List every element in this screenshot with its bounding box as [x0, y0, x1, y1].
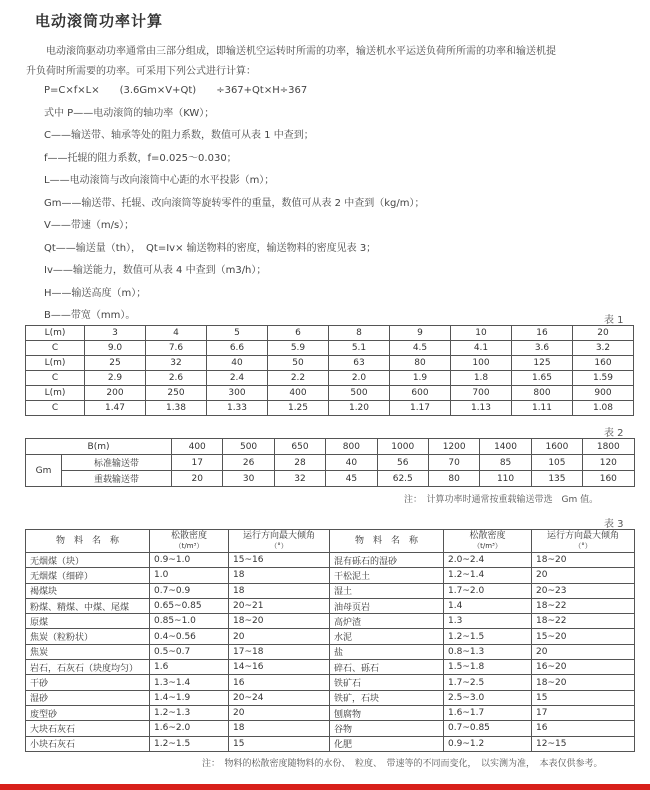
- table-cell: 100: [451, 356, 512, 371]
- material-name-cell: 刨腐物: [330, 705, 444, 720]
- table-row: [26, 386, 634, 401]
- intro-text: [26, 42, 636, 82]
- material-name-cell: 湿砂: [26, 690, 150, 705]
- table-cell: 1.20: [329, 401, 390, 416]
- table-cell: 120: [583, 455, 634, 471]
- row-label-cell: L(m): [26, 386, 85, 401]
- table-2: [25, 438, 635, 487]
- density-cell: 0.85~1.0: [150, 614, 229, 629]
- table-cell: 62.5: [377, 471, 428, 487]
- table-cell: 1.13: [451, 401, 512, 416]
- material-name-cell: 化肥: [330, 736, 444, 751]
- formula-definitions: [44, 84, 424, 332]
- table-row: [26, 401, 634, 416]
- table-cell: 5: [207, 326, 268, 341]
- density-cell: 1.6~2.0: [150, 721, 229, 736]
- material-name-cell: 铁矿石: [330, 675, 444, 690]
- table-cell: 200: [85, 386, 146, 401]
- definition-line: H——输送高度（m）；: [44, 287, 147, 299]
- table-cell: 400: [268, 386, 329, 401]
- table-cell: 2.2: [268, 371, 329, 386]
- table-cell: 重载输送带: [62, 471, 172, 487]
- material-name-cell: 盐: [330, 644, 444, 659]
- angle-cell: 16: [532, 721, 635, 736]
- table-cell: 6: [268, 326, 329, 341]
- density-cell: 1.4: [444, 598, 532, 613]
- density-cell: 0.4~0.56: [150, 629, 229, 644]
- table-cell: 160: [573, 356, 634, 371]
- table-cell: 10: [451, 326, 512, 341]
- table-cell: 28: [274, 455, 325, 471]
- table-header-cell: 1600: [531, 439, 582, 455]
- angle-cell: 18~22: [532, 614, 635, 629]
- table-cell: 85: [480, 455, 531, 471]
- table-row: [26, 583, 635, 598]
- table-cell: 4.1: [451, 341, 512, 356]
- definition-line: Qt——输送量（th）， Qt=Iv× 输送物料的密度，输送物料的密度见表 3；: [44, 242, 377, 254]
- table-cell: 1.65: [512, 371, 573, 386]
- angle-cell: 15~16: [229, 553, 330, 568]
- table2-caption: 表 2: [604, 428, 624, 439]
- angle-cell: 20: [532, 644, 635, 659]
- col-header-angle: 运行方向最大倾角 （°）: [229, 530, 330, 553]
- table-cell: 900: [573, 386, 634, 401]
- table-row: [26, 439, 635, 455]
- table-cell: 110: [480, 471, 531, 487]
- density-cell: 1.5~1.8: [444, 660, 532, 675]
- table-row: [26, 341, 634, 356]
- angle-cell: 20~24: [229, 690, 330, 705]
- angle-cell: 18~22: [532, 598, 635, 613]
- row-label-cell: C: [26, 341, 85, 356]
- table-cell: 8: [329, 326, 390, 341]
- table-cell: 2.4: [207, 371, 268, 386]
- table-header-cell: 800: [326, 439, 377, 455]
- table-cell: 1.08: [573, 401, 634, 416]
- table-cell: 50: [268, 356, 329, 371]
- density-cell: 0.9~1.0: [150, 553, 229, 568]
- definition-line: C——输送带、轴承等处的阻力系数，数值可从表 1 中查到；: [44, 130, 314, 141]
- material-name-cell: 岩石，石灰石（块度均匀）: [26, 660, 150, 675]
- density-cell: 1.2~1.5: [444, 629, 532, 644]
- table-row: [26, 553, 635, 568]
- density-cell: 1.6: [150, 660, 229, 675]
- angle-cell: 15: [229, 736, 330, 751]
- table-cell: 17: [172, 455, 223, 471]
- material-name-cell: 谷物: [330, 721, 444, 736]
- angle-cell: 20: [229, 705, 330, 720]
- material-name-cell: 无烟煤（细碎）: [26, 568, 150, 583]
- intro-paragraph-2: 升负荷时所需要的功率。可采用下列公式进行计算：: [26, 66, 256, 77]
- table-header-cell: B(m): [26, 439, 172, 455]
- density-cell: 1.2~1.5: [150, 736, 229, 751]
- col-header-density: 松散密度 （t/m³）: [150, 530, 229, 553]
- table-cell: 5.9: [268, 341, 329, 356]
- table-row: [26, 326, 634, 341]
- definition-line: Gm——输送带、托辊、改向滚筒等旋转零件的重量，数值可从表 2 中查到（kg/m）；: [44, 197, 425, 209]
- table-cell: 32: [146, 356, 207, 371]
- angle-cell: 15~20: [532, 629, 635, 644]
- definition-line: V——带速（m/s）；: [44, 220, 135, 231]
- table-cell: 80: [390, 356, 451, 371]
- density-cell: 0.65~0.85: [150, 598, 229, 613]
- material-name-cell: 小块石灰石: [26, 736, 150, 751]
- gm-group-label: Gm: [26, 455, 62, 487]
- col-header-name: 物 料 名 称: [330, 530, 444, 553]
- material-name-cell: 油母页岩: [330, 598, 444, 613]
- density-cell: 0.9~1.2: [444, 736, 532, 751]
- table-cell: 80: [428, 471, 479, 487]
- table-cell: 63: [329, 356, 390, 371]
- table-header-cell: 1400: [480, 439, 531, 455]
- row-label-cell: C: [26, 401, 85, 416]
- density-cell: 0.7~0.85: [444, 721, 532, 736]
- angle-cell: 20: [532, 568, 635, 583]
- table-cell: 1.8: [451, 371, 512, 386]
- table-cell: 4.5: [390, 341, 451, 356]
- table-header-cell: 1000: [377, 439, 428, 455]
- density-cell: 1.2~1.3: [150, 705, 229, 720]
- table-row: [26, 471, 635, 487]
- density-cell: 1.4~1.9: [150, 690, 229, 705]
- table-cell: 1.25: [268, 401, 329, 416]
- table-row: [26, 356, 634, 371]
- table-cell: 3.2: [573, 341, 634, 356]
- density-cell: 1.7~2.5: [444, 675, 532, 690]
- material-name-cell: 废型砂: [26, 705, 150, 720]
- angle-cell: 18~20: [532, 553, 635, 568]
- page-title: 电动滚筒功率计算: [35, 12, 164, 30]
- table3-caption: 表 3: [604, 519, 624, 530]
- table-row: [26, 371, 634, 386]
- definition-line: f——托辊的阻力系数，f=0.025～0.030；: [44, 152, 237, 164]
- table-cell: 20: [573, 326, 634, 341]
- table2-note: 注： 计算功率时通常按重载输送带选 Gm 值。: [404, 495, 599, 505]
- angle-cell: 20~23: [532, 583, 635, 598]
- table-cell: 7.6: [146, 341, 207, 356]
- table-header-cell: 1800: [583, 439, 634, 455]
- table-cell: 1.11: [512, 401, 573, 416]
- row-label-cell: L(m): [26, 326, 85, 341]
- angle-cell: 18: [229, 721, 330, 736]
- angle-cell: 17: [532, 705, 635, 720]
- table-cell: 125: [512, 356, 573, 371]
- angle-cell: 18~20: [229, 614, 330, 629]
- table-header-cell: 1200: [428, 439, 479, 455]
- material-name-cell: 高炉渣: [330, 614, 444, 629]
- table-cell: 160: [583, 471, 634, 487]
- angle-cell: 16~20: [532, 660, 635, 675]
- table-cell: 3.6: [512, 341, 573, 356]
- definition-line: L——电动滚筒与改向滚筒中心距的水平投影（m）；: [44, 175, 275, 186]
- table-cell: 32: [274, 471, 325, 487]
- table-row: [26, 721, 635, 736]
- table-1: [25, 325, 634, 416]
- table-header-cell: 500: [223, 439, 274, 455]
- table-row: [26, 598, 635, 613]
- table-cell: 20: [172, 471, 223, 487]
- table-cell: 250: [146, 386, 207, 401]
- table-row: [26, 705, 635, 720]
- angle-cell: 17~18: [229, 644, 330, 659]
- definition-line: B——带宽（mm）。: [44, 310, 136, 321]
- material-name-cell: 混有砾石的湿砂: [330, 553, 444, 568]
- col-header-name: 物 料 名 称: [26, 530, 150, 553]
- density-cell: 0.5~0.7: [150, 644, 229, 659]
- table-header-row: [26, 530, 635, 553]
- material-name-cell: 褐煤块: [26, 583, 150, 598]
- material-name-cell: 焦炭: [26, 644, 150, 659]
- material-name-cell: 水泥: [330, 629, 444, 644]
- table-header-cell: 650: [274, 439, 325, 455]
- table-cell: 1.59: [573, 371, 634, 386]
- table-cell: 2.6: [146, 371, 207, 386]
- formula-line: P=C×f×L× (3.6Gm×V+Qt) ÷367+Qt×H÷367: [44, 85, 308, 96]
- table-cell: 70: [428, 455, 479, 471]
- col-header-density: 松散密度 （t/m³）: [444, 530, 532, 553]
- table-cell: 45: [326, 471, 377, 487]
- table-row: [26, 690, 635, 705]
- table-cell: 5.1: [329, 341, 390, 356]
- table-cell: 40: [207, 356, 268, 371]
- density-cell: 2.5~3.0: [444, 690, 532, 705]
- material-name-cell: 湿土: [330, 583, 444, 598]
- intro-paragraph-1: 电动滚筒驱动功率通常由三部分组成，即输送机空运转时所需的功率，输送机水平运送负荷所所需的功率和输送机提: [46, 46, 556, 57]
- table-row: [26, 644, 635, 659]
- angle-cell: 12~15: [532, 736, 635, 751]
- table-3: [25, 529, 635, 752]
- table-cell: 9.0: [85, 341, 146, 356]
- table-row: [26, 675, 635, 690]
- angle-cell: 16: [229, 675, 330, 690]
- density-cell: 1.2~1.4: [444, 568, 532, 583]
- angle-cell: 18: [229, 583, 330, 598]
- angle-cell: 15: [532, 690, 635, 705]
- table-header-cell: 400: [172, 439, 223, 455]
- angle-cell: 18~20: [532, 675, 635, 690]
- row-label-cell: C: [26, 371, 85, 386]
- material-name-cell: 铁矿，石块: [330, 690, 444, 705]
- table-cell: 40: [326, 455, 377, 471]
- table-row: [26, 455, 635, 471]
- density-cell: 1.7~2.0: [444, 583, 532, 598]
- table-cell: 800: [512, 386, 573, 401]
- table-cell: 2.0: [329, 371, 390, 386]
- table-cell: 3: [85, 326, 146, 341]
- table-cell: 16: [512, 326, 573, 341]
- table-cell: 6.6: [207, 341, 268, 356]
- table-cell: 135: [531, 471, 582, 487]
- table-row: [26, 660, 635, 675]
- table-cell: 4: [146, 326, 207, 341]
- table-row: [26, 736, 635, 751]
- table-cell: 30: [223, 471, 274, 487]
- col-header-angle: 运行方向最大倾角 （°）: [532, 530, 635, 553]
- material-name-cell: 无烟煤（块）: [26, 553, 150, 568]
- table-cell: 标准输送带: [62, 455, 172, 471]
- table3-note: 注： 物料的松散密度随物料的水份、 粒度、 带速等的不同而变化， 以实测为准， 本表仅供参考。: [202, 759, 603, 769]
- material-name-cell: 原煤: [26, 614, 150, 629]
- density-cell: 1.6~1.7: [444, 705, 532, 720]
- table1-caption: 表 1: [604, 315, 624, 326]
- material-name-cell: 干砂: [26, 675, 150, 690]
- table-cell: 2.9: [85, 371, 146, 386]
- table-cell: 1.17: [390, 401, 451, 416]
- footer-accent-bar: [0, 784, 650, 790]
- material-name-cell: 碎石、砾石: [330, 660, 444, 675]
- table-cell: 25: [85, 356, 146, 371]
- density-cell: 1.3: [444, 614, 532, 629]
- angle-cell: 18: [229, 568, 330, 583]
- density-cell: 0.8~1.3: [444, 644, 532, 659]
- density-cell: 0.7~0.9: [150, 583, 229, 598]
- density-cell: 1.3~1.4: [150, 675, 229, 690]
- density-cell: 1.0: [150, 568, 229, 583]
- table-cell: 1.47: [85, 401, 146, 416]
- table-cell: 500: [329, 386, 390, 401]
- definition-line: Iv——输送能力，数值可从表 4 中查到（m3/h）；: [44, 265, 267, 276]
- table-cell: 600: [390, 386, 451, 401]
- row-label-cell: L(m): [26, 356, 85, 371]
- table-cell: 9: [390, 326, 451, 341]
- angle-cell: 20~21: [229, 598, 330, 613]
- material-name-cell: 干松泥土: [330, 568, 444, 583]
- table-cell: 105: [531, 455, 582, 471]
- table-cell: 1.33: [207, 401, 268, 416]
- table-cell: 1.9: [390, 371, 451, 386]
- material-name-cell: 焦炭（粒粉状）: [26, 629, 150, 644]
- table-cell: 1.38: [146, 401, 207, 416]
- angle-cell: 14~16: [229, 660, 330, 675]
- definition-line: 式中 P——电动滚筒的轴功率（KW）；: [44, 107, 215, 119]
- table-row: [26, 568, 635, 583]
- angle-cell: 20: [229, 629, 330, 644]
- table-row: [26, 629, 635, 644]
- table-row: [26, 614, 635, 629]
- material-name-cell: 大块石灰石: [26, 721, 150, 736]
- table-cell: 56: [377, 455, 428, 471]
- density-cell: 2.0~2.4: [444, 553, 532, 568]
- table-cell: 700: [451, 386, 512, 401]
- table-cell: 300: [207, 386, 268, 401]
- material-name-cell: 粉煤、精煤、中煤、尾煤: [26, 598, 150, 613]
- table-cell: 26: [223, 455, 274, 471]
